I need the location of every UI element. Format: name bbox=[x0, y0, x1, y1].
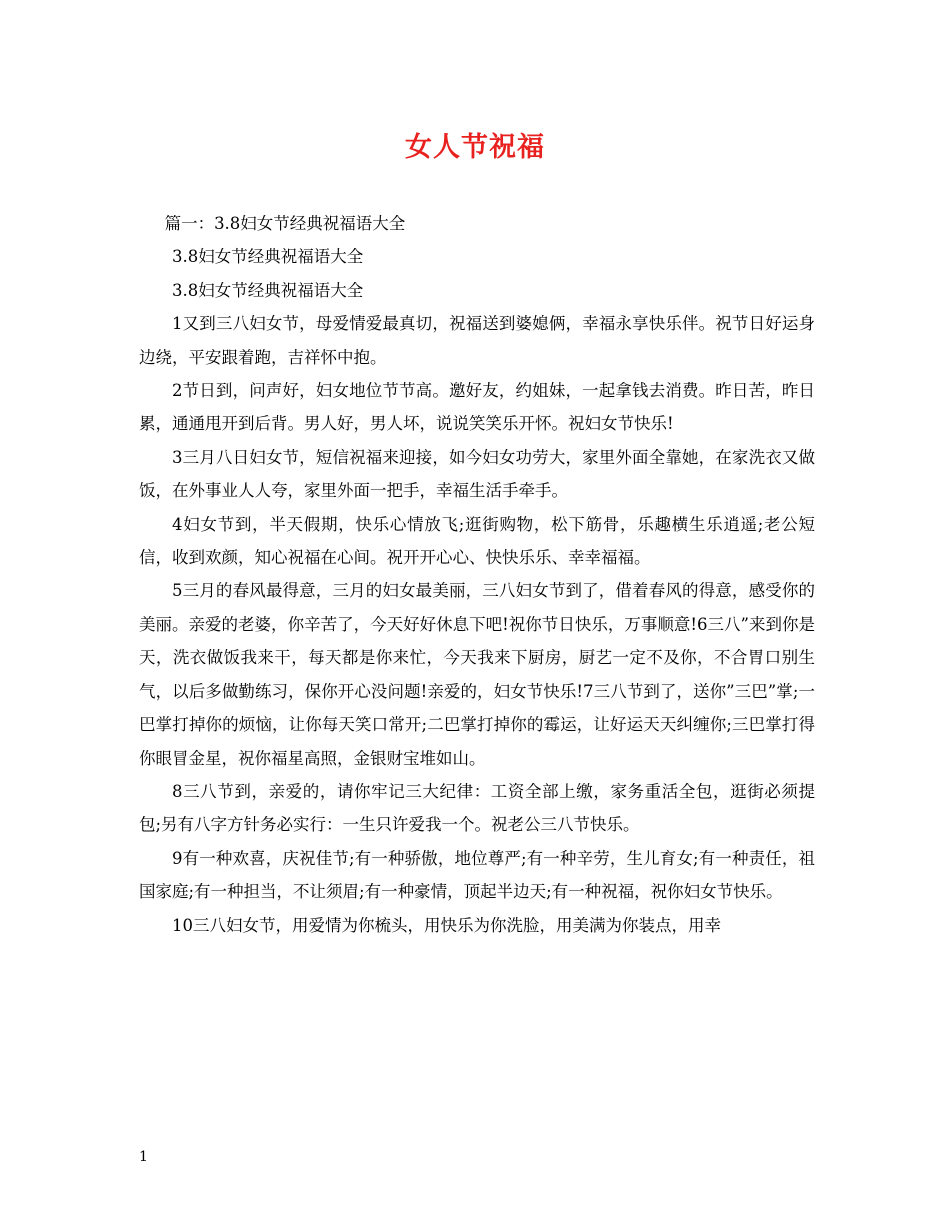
paragraph: 2节日到，问声好，妇女地位节节高。邀好友，约姐妹，一起拿钱去消费。昨日苦，昨日累，通通甩开到后背。男人好，男人坏，说说笑笑乐开怀。祝妇女节快乐! bbox=[139, 381, 815, 434]
paragraph: 3三月八日妇女节，短信祝福来迎接，如今妇女功劳大，家里外面全靠她，在家洗衣又做饭，在外事业人人夸，家里外面一把手，幸福生活手牵手。 bbox=[139, 447, 815, 501]
section-subheading: 3.8妇女节经典祝福语大全 bbox=[172, 280, 364, 300]
paragraph: 9有一种欢喜，庆祝佳节;有一种骄傲，地位尊严;有一种辛劳，生儿育女;有一种责任，祖国家庭;有一种担当，不让须眉;有一种豪情，顶起半边天;有一种祝福，祝你妇女节快乐。 bbox=[139, 848, 815, 902]
section-subheading: 3.8妇女节经典祝福语大全 bbox=[172, 247, 364, 267]
page-number: 1 bbox=[139, 1149, 148, 1165]
paragraph: 5三月的春风最得意，三月的妇女最美丽，三八妇女节到了，借着春风的得意，感受你的美丽。亲爱的老婆，你辛苦了，今天好好休息下吧!祝你节日快乐，万事顺意!6三八”来到你是天，洗衣做饭我来干，每天都是你来忙，今天我来下厨房，厨艺一定不及你，不合胃口别生气，以后多做勤练习，保你开心没问题!亲爱的，妇女节快乐!7三八节到了，送你”三巴”掌;一巴掌打掉你的烦恼，让你每天笑口常开;二巴掌打掉你的霉运，让好运天天纠缠你;三巴掌打得你眼冒金星，祝你福星高照，金银财宝堆如山。 bbox=[139, 581, 815, 768]
paragraph: 10三八妇女节，用爱情为你梳头，用快乐为你洗脸，用美满为你装点，用幸 bbox=[172, 915, 721, 935]
document-body bbox=[139, 207, 815, 942]
section-heading: 篇一：3.8妇女节经典祝福语大全 bbox=[164, 214, 406, 233]
paragraph: 4妇女节到，半天假期，快乐心情放飞;逛街购物，松下筋骨，乐趣横生乐逍遥;老公短信，收到欢颜，知心祝福在心间。祝开开心心、快快乐乐、幸幸福福。 bbox=[139, 514, 815, 568]
paragraph: 1又到三八妇女节，母爱情爱最真切，祝福送到婆媳俩，幸福永享快乐伴。祝节日好运身边绕，平安跟着跑，吉祥怀中抱。 bbox=[139, 314, 815, 367]
paragraph: 8三八节到，亲爱的，请你牢记三大纪律：工资全部上缴，家务重活全包，逛街必须提包;另有八字方针务必实行：一生只许爱我一个。祝老公三八节快乐。 bbox=[139, 781, 815, 835]
document-title: 女人节祝福 bbox=[405, 132, 545, 163]
